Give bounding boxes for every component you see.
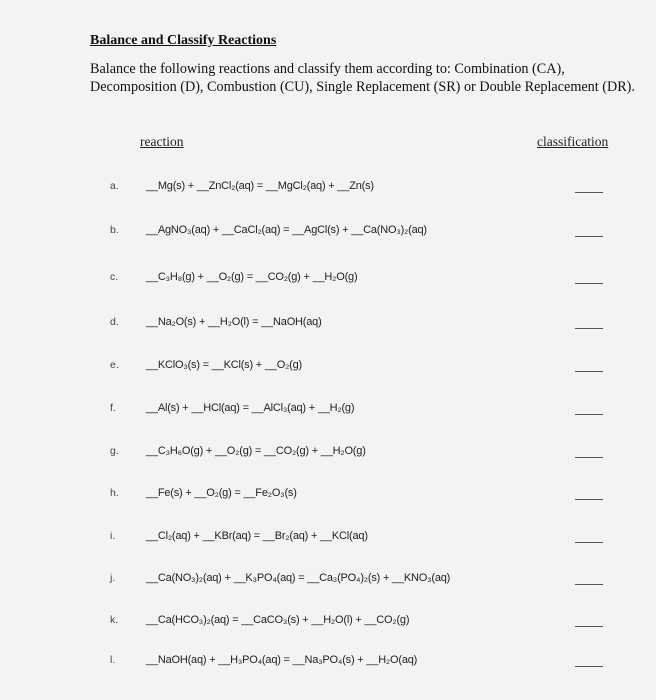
classification-blank[interactable] xyxy=(575,283,603,284)
reaction-row xyxy=(0,487,656,507)
reaction-row xyxy=(0,271,656,291)
reaction-row xyxy=(0,224,656,244)
reaction-equation: __C₃H₈(g) + __O₂(g) = __CO₂(g) + __H₂O(g) xyxy=(146,271,358,283)
reaction-letter: e. xyxy=(110,359,119,371)
reaction-equation: __Al(s) + __HCl(aq) = __AlCl₃(aq) + __H₂(g) xyxy=(146,402,355,414)
classification-blank[interactable] xyxy=(575,584,603,585)
reaction-row xyxy=(0,572,656,592)
reaction-equation: __NaOH(aq) + __H₃PO₄(aq) = __Na₃PO₄(s) + __H₂O(aq) xyxy=(146,654,418,666)
reaction-letter: a. xyxy=(110,180,119,192)
reaction-equation: __KClO₃(s) = __KCl(s) + __O₂(g) xyxy=(146,359,302,371)
reaction-letter: d. xyxy=(110,316,119,328)
classification-blank[interactable] xyxy=(575,192,603,193)
reaction-row xyxy=(0,359,656,379)
reaction-row xyxy=(0,614,656,634)
reaction-letter: i. xyxy=(110,530,116,542)
reaction-equation: __Ca(HCO₃)₂(aq) = __CaCO₃(s) + __H₂O(l) + __CO₂(g) xyxy=(146,614,410,626)
reaction-row xyxy=(0,316,656,336)
classification-blank[interactable] xyxy=(575,542,603,543)
reaction-letter: l. xyxy=(110,654,116,666)
reaction-letter: g. xyxy=(110,445,119,457)
classification-column-header: classification xyxy=(537,134,609,149)
reaction-row xyxy=(0,445,656,465)
reaction-letter: c. xyxy=(110,271,119,283)
classification-blank[interactable] xyxy=(575,371,603,372)
classification-blank[interactable] xyxy=(575,499,603,500)
classification-blank[interactable] xyxy=(575,457,603,458)
reaction-letter: k. xyxy=(110,614,119,626)
reaction-letter: h. xyxy=(110,487,119,499)
reaction-column-header: reaction xyxy=(140,134,184,149)
classification-blank[interactable] xyxy=(575,626,603,627)
reaction-letter: j. xyxy=(110,572,116,584)
reaction-equation: __Na₂O(s) + __H₂O(l) = __NaOH(aq) xyxy=(146,316,322,328)
reaction-equation: __Mg(s) + __ZnCl₂(aq) = __MgCl₂(aq) + __Zn(s) xyxy=(146,180,374,192)
reaction-equation: __C₃H₆O(g) + __O₂(g) = __CO₂(g) + __H₂O(g) xyxy=(146,445,366,457)
reaction-row xyxy=(0,530,656,550)
reaction-row xyxy=(0,654,656,674)
reaction-equation: __Fe(s) + __O₂(g) = __Fe₂O₃(s) xyxy=(146,487,297,499)
reaction-equation: __AgNO₃(aq) + __CaCl₂(aq) = __AgCl(s) + __Ca(NO₃)₂(aq) xyxy=(146,224,427,236)
reaction-letter: b. xyxy=(110,224,119,236)
classification-blank[interactable] xyxy=(575,666,603,667)
reaction-row xyxy=(0,402,656,422)
instructions-text: Balance the following reactions and classify them according to: Combination (CA), Decomposition (D), Combustion (CU), Single Replacement (SR) or Double Replacement (DR). xyxy=(90,61,635,95)
reaction-row xyxy=(0,180,656,200)
classification-blank[interactable] xyxy=(575,328,603,329)
reaction-letter: f. xyxy=(110,402,116,414)
classification-blank[interactable] xyxy=(575,414,603,415)
reaction-equation: __Ca(NO₃)₂(aq) + __K₃PO₄(aq) = __Ca₃(PO₄)₂(s) + __KNO₃(aq) xyxy=(146,572,451,584)
worksheet-title: Balance and Classify Reactions xyxy=(90,33,277,48)
reaction-equation: __Cl₂(aq) + __KBr(aq) = __Br₂(aq) + __KCl(aq) xyxy=(146,530,368,542)
classification-blank[interactable] xyxy=(575,236,603,237)
